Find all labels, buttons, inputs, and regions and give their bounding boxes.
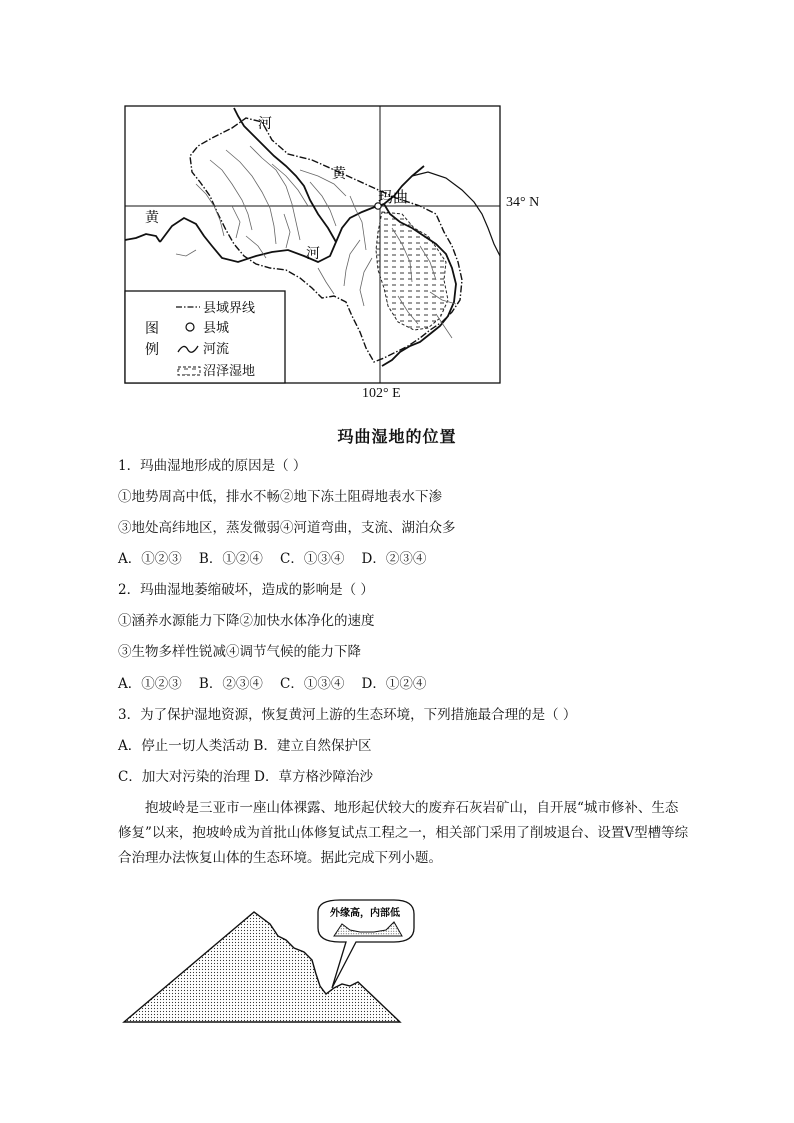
- legend-item-boundary: 县域界线: [203, 301, 256, 316]
- question-3-line-1: A．停止一切人类活动 B．建立自然保护区: [118, 738, 372, 754]
- legend-title-2: 例: [145, 342, 159, 358]
- legend-marsh-symbol: [178, 367, 200, 375]
- label-huang-north: 黄: [332, 166, 346, 182]
- map-figure: [0, 0, 794, 420]
- marsh-wetland-area: [376, 212, 448, 330]
- latitude-label: 34° N: [506, 195, 540, 210]
- map-caption: 玛曲湿地的位置: [337, 427, 457, 446]
- question-1-stem: 1．玛曲湿地形成的原因是（ ）: [118, 458, 307, 474]
- legend-item-marsh: 沼泽湿地: [203, 364, 256, 379]
- question-2-line-2: ③生物多样性锐减④调节气候的能力下降: [118, 644, 361, 660]
- question-2-options: A．①②③ B．②③④ C．①③④ D．①②④: [118, 676, 427, 692]
- legend-item-river: 河流: [203, 342, 230, 357]
- question-1-options: A．①②③ B．①②④ C．①③④ D．②③④: [118, 551, 427, 567]
- question-2-stem: 2．玛曲湿地萎缩破坏，造成的影响是（ ）: [118, 582, 374, 598]
- longitude-label: 102° E: [362, 386, 401, 401]
- map-legend: [125, 291, 285, 383]
- legend-item-county-seat: 县城: [203, 321, 230, 336]
- reading-passage: 抱坡岭是三亚市一座山体裸露、地形起伏较大的废弃石灰岩矿山，自开展“城市修补、生态修复”以来，抱坡岭成为首批山体修复试点工程之一，相关部门采用了削坡退台、设置V型槽等综合治理办法恢复山体的生态环境。据此完成下列小题。: [118, 800, 689, 866]
- question-3-stem: 3．为了保护湿地资源，恢复黄河上游的生态环境，下列措施最合理的是（ ）: [118, 707, 577, 723]
- label-maqu: 玛曲: [378, 188, 409, 206]
- map-svg: [0, 0, 794, 420]
- question-3-line-2: C．加大对污染的治理 D．草方格沙障治沙: [118, 769, 373, 785]
- callout-text: 外缘高，内部低: [330, 908, 400, 919]
- legend-title-1: 图: [145, 321, 159, 337]
- question-2-line-1: ①涵养水源能力下降②加快水体净化的速度: [118, 613, 375, 629]
- question-1-line-1: ①地势周高中低，排水不畅②地下冻土阻碍地表水下渗: [118, 489, 442, 505]
- label-he-middle: 河: [306, 246, 320, 262]
- mountain-svg: [0, 890, 794, 1030]
- upstream-river-west: [125, 234, 160, 242]
- label-he-north: 河: [258, 116, 272, 132]
- legend-county-seat-symbol: [186, 323, 194, 331]
- question-1-line-2: ③地处高纬地区，蒸发微弱④河道弯曲，支流、湖泊众多: [118, 520, 456, 536]
- label-huang-west: 黄: [145, 210, 159, 226]
- mountain-figure: [0, 890, 794, 1030]
